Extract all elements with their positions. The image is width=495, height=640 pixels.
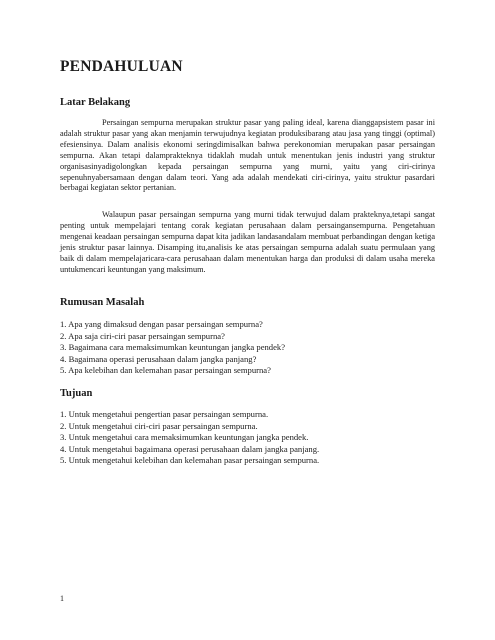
list-item: 1. Apa yang dimaksud dengan pasar persaingan sempurna? [60, 319, 263, 329]
list-item: 4. Bagaimana operasi perusahaan dalam jangka panjang? [60, 353, 257, 364]
list-item: 2. Apa saja ciri-ciri pasar persaingan sempurna? [60, 330, 225, 341]
list-item: 3. Untuk mengetahui cara memaksimumkan keuntungan jangka pendek. [60, 432, 309, 443]
list-item: 4. Untuk mengetahui bagaimana operasi perusahaan dalam jangka panjang. [60, 443, 320, 454]
list-item: 3. Bagaimana cara memaksimumkan keuntungan jangka pendek? [60, 342, 286, 353]
rumusan-masalah-list [60, 319, 440, 377]
list-item: 2. Untuk mengetahui ciri-ciri pasar persaingan sempurna. [60, 420, 258, 431]
paragraph-latar-2: Walaupun pasar persaingan sempurna yang murni tidak terwujud dalam prakteknya,tetapi sangat penting untuk mempelajari tentang corak kegiatan perusahaan dalam persaingansempurna. Pengetahuan mengenai keadaan persaingan sempurna dapat kita jadikan landasandalam membuat perbandingan dengan ketiga jenis struktur pasar lainnya. Disamping itu,analisis ke atas persaingan sempurna adalah suatu permulaan yang baik di dalam mempelajaricara-cara perusahaan dalam menentukan harga dan produksi di dalam usaha mereka untukmencari keuntungan yang maksimum. [60, 210, 435, 274]
page-title: PENDAHULUAN [60, 58, 183, 75]
list-item: 5. Apa kelebihan dan kelemahan pasar persaingan sempurna? [60, 365, 271, 376]
tujuan-list [60, 409, 440, 467]
paragraph-latar-1: Persaingan sempurna merupakan struktur pasar yang paling ideal, karena dianggapsistem pasar ini adalah struktur pasar yang akan menjamin terwujudnya kegiatan produksibarang atau jasa yang tinggi (optimal) efesiensinya. Dalam analisis ekonomi seringdimisalkan bahwa perekonomian merupakan pasar persaingan sempurna. Akan tetapi dalamprakteknya tidaklah mudah untuk menentukan jenis industri yang struktur organisasinyadigolongkan kepada persaingan sempurna yang murni, yaitu yang ciri-cirinya sepenuhnyabersamaan dengan dalam teori. Yang ada adalah mendekati ciri-cirinya, yaitu struktur pasardari berbagai kegiatan sektor pertanian. [60, 118, 435, 193]
section-heading-tujuan: Tujuan [60, 388, 93, 399]
list-item: 5. Untuk mengetahui kelebihan dan kelemahan pasar persaingan sempurna. [60, 455, 320, 466]
section-heading-rumusan-masalah: Rumusan Masalah [60, 297, 145, 308]
page-number: 1 [60, 594, 64, 603]
section-heading-latar-belakang: Latar Belakang [60, 97, 131, 108]
list-item: 1. Untuk mengetahui pengertian pasar persaingan sempurna. [60, 409, 269, 419]
